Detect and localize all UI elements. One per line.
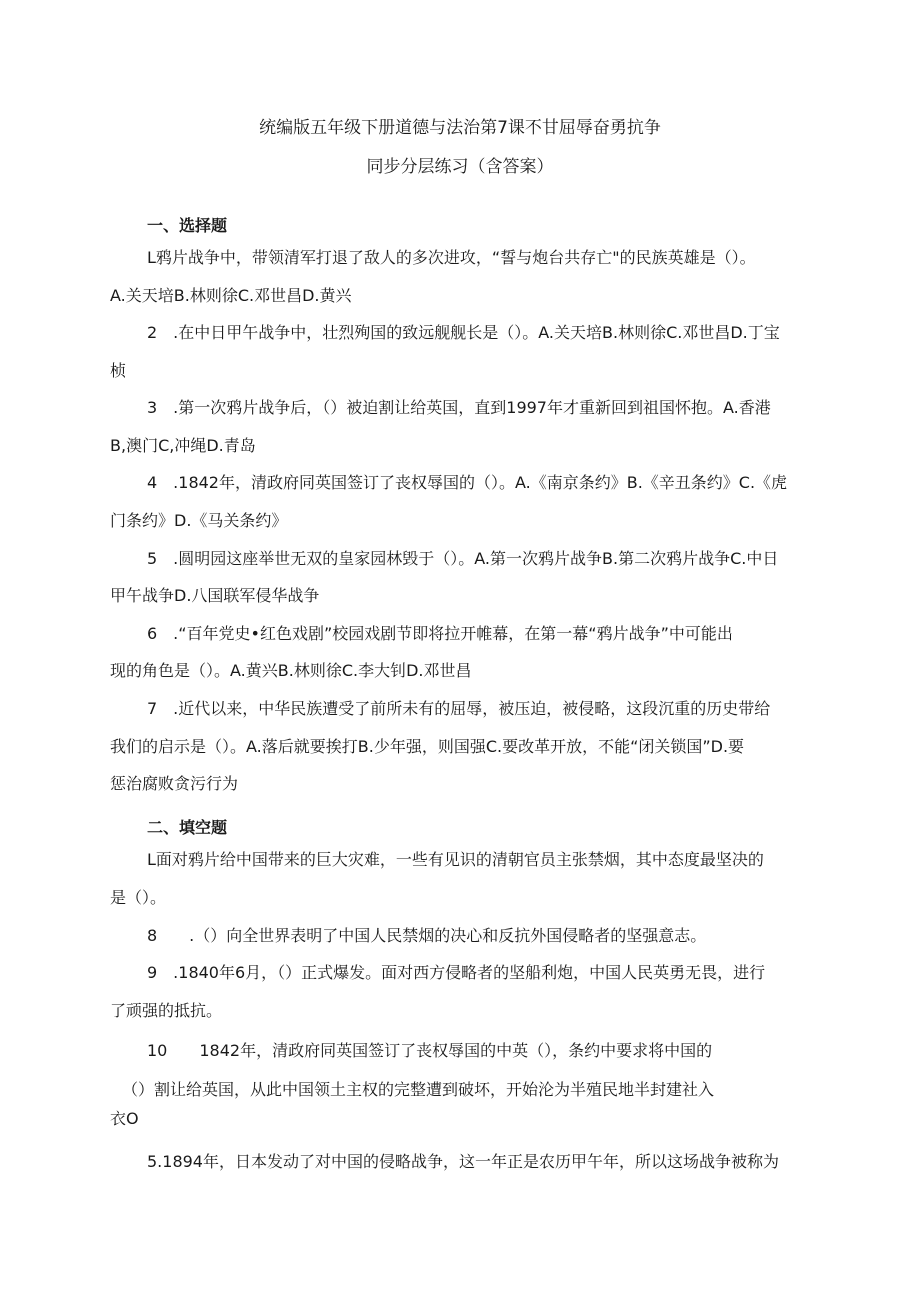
question-line: 甲午战争D.八国联军侵华战争 [110, 586, 320, 605]
question-line: 了顽强的抵抗。 [110, 1001, 223, 1020]
question-line: 现的角色是（）。A.黄兴B.林则徐C.李大钊D.邓世昌 [110, 661, 472, 680]
question-line: 10 1842年，清政府同英国签订了丧权辱国的中英（），条约中要求将中国的 [147, 1041, 713, 1060]
question-line: 是（）。 [110, 888, 167, 907]
question-line: 我们的启示是（）。A.落后就要挨打B.少年强，则国强C.要改革开放，不能“闭关锁国”D.要 [110, 737, 745, 756]
question-line: L面对鸦片给中国带来的巨大灾难，一些有见识的清朝官员主张禁烟，其中态度最坚决的 [147, 850, 764, 869]
question-line: 5.1894年，日本发动了对中国的侵略战争，这一年正是农历甲午年，所以这场战争被称为 [147, 1152, 779, 1171]
document-title-line-1: 统编版五年级下册道德与法治第7课不甘屈辱奋勇抗争 [259, 118, 661, 138]
question-line: 2 .在中日甲午战争中，壮烈殉国的致远舰舰长是（）。A.关天培B.林则徐C.邓世昌D.丁宝 [147, 323, 780, 342]
question-line: 惩治腐败贪污行为 [110, 774, 239, 793]
question-line: 5 .圆明园这座举世无双的皇家园林毁于（）。A.第一次鸦片战争B.第二次鸦片战争C.中日 [147, 549, 779, 568]
question-line: （）割让给英国，从此中国领土主权的完整遭到破坏，开始沦为半殖民地半封建社入 [122, 1080, 715, 1099]
question-line: 4 .1842年，清政府同英国签订了丧权辱国的（）。A.《南京条约》B.《辛丑条约》C.《虎 [147, 473, 788, 492]
question-line: 3 .第一次鸦片战争后，（）被迫割让给英国，直到1997年才重新回到祖国怀抱。A.香港 [147, 398, 771, 417]
question-line: 8 .（）向全世界表明了中国人民禁烟的决心和反抗外国侵略者的坚强意志。 [147, 926, 707, 945]
document-title-line-2: 同步分层练习（含答案） [366, 157, 554, 177]
question-line: A.关天培B.林则徐C.邓世昌D.黄兴 [110, 286, 352, 305]
question-line: 7 .近代以来，中华民族遭受了前所未有的屈辱，被压迫，被侵略，这段沉重的历史带给 [147, 699, 771, 718]
question-line: B,澳门C,冲绳D.青岛 [110, 436, 256, 455]
question-line: 桢 [110, 361, 127, 380]
question-line: 9 .1840年6月，（）正式爆发。面对西方侵略者的坚船利炮，中国人民英勇无畏，进行 [147, 963, 766, 982]
section-heading-choice: 一、选择题 [147, 216, 228, 235]
section-heading-fill-blank: 二、填空题 [147, 818, 228, 837]
question-line: 6 .“百年党史•红色戏剧”校园戏剧节即将拉开帷幕，在第一幕“鸦片战争”中可能出 [147, 624, 733, 643]
question-line: L鸦片战争中，带领清军打退了敌人的多次进攻，“誓与炮台共存亡"的民族英雄是（）。 [147, 248, 756, 267]
question-line: 衣O [110, 1109, 139, 1128]
question-line: 门条约》D.《马关条约》 [110, 511, 288, 530]
